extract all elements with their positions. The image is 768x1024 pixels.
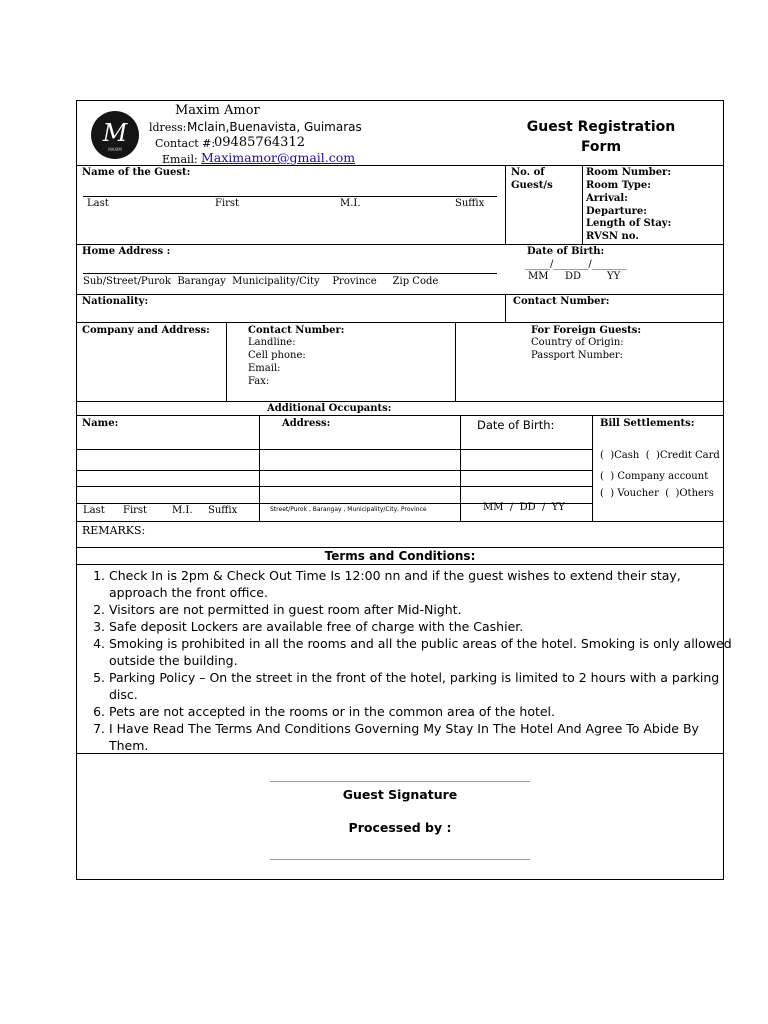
processed-by-line[interactable]: ____________________________________________________ <box>270 849 530 860</box>
no-guests-label-1: No. of <box>511 167 545 178</box>
occupant-row-line <box>77 470 593 471</box>
occupant-dob-caption: MM / DD / YY <box>483 502 565 513</box>
company-email-label: Email: <box>248 363 281 374</box>
remarks-label: REMARKS: <box>82 524 146 537</box>
hotel-address: Mclain,Buenavista, Guimaras <box>187 120 362 134</box>
name-mi-caption: M.I. <box>340 198 361 209</box>
occupant-mi-caption: M.I. <box>172 505 193 516</box>
processed-by-label: Processed by : <box>348 820 452 835</box>
bill-voucher-others-option[interactable]: ( ) Voucher ( )Others <box>600 488 714 499</box>
dob-blank[interactable]: _____/_______/_______ <box>525 259 627 270</box>
bill-cash-credit-option[interactable]: ( )Cash ( )Credit Card <box>600 450 720 461</box>
foreign-guests-label: For Foreign Guests: <box>531 325 642 336</box>
term-item: 5. Parking Policy – On the street in the front of the hotel, parking is limited to 2 hours with a parking disc. <box>109 669 739 703</box>
occupant-row-line <box>77 449 593 450</box>
contact-label: Contact #: <box>155 137 216 150</box>
rvsn-label: RVSN no. <box>586 231 639 242</box>
dob-label: Date of Birth: <box>527 246 605 257</box>
arrival-label: Arrival: <box>586 193 628 204</box>
bill-company-option[interactable]: ( ) Company account <box>600 471 709 482</box>
occupant-dob-label: Date of Birth: <box>477 418 555 432</box>
passport-number-label: Passport Number: <box>531 350 624 361</box>
company-contact-number-label: Contact Number: <box>248 325 345 336</box>
address-subfields-caption: Sub/Street/Purok Barangay Municipality/City Province Zip Code <box>83 276 439 287</box>
occupant-address-label: Address: <box>282 418 331 429</box>
term-item: 3. Safe deposit Lockers are available free of charge with the Cashier. <box>109 618 739 635</box>
home-address-label: Home Address : <box>82 246 171 257</box>
dob-dd: DD <box>565 271 582 282</box>
guest-name-line[interactable] <box>83 196 497 197</box>
occupant-last-caption: Last <box>83 505 105 516</box>
hotel-contact: 09485764312 <box>214 135 305 150</box>
occupant-address-caption: Street/Purok , Barangay , Municipality/City, Province <box>270 506 427 513</box>
length-of-stay-label: Length of Stay: <box>586 218 672 229</box>
company-address-label: Company and Address: <box>82 325 210 336</box>
guest-signature-label: Guest Signature <box>342 787 458 802</box>
guest-name-label: Name of the Guest: <box>82 167 191 178</box>
guest-registration-form <box>76 100 732 880</box>
term-item: 6. Pets are not accepted in the rooms or in the common area of the hotel. <box>109 703 739 720</box>
additional-occupants-title: Additional Occupants: <box>267 403 392 414</box>
no-guests-label-2: Guest/s <box>511 180 553 191</box>
room-number-label: Room Number: <box>586 167 672 178</box>
name-last-caption: Last <box>87 198 109 209</box>
logo-subtitle: MAXIM <box>108 147 122 152</box>
term-item: 7. I Have Read The Terms And Conditions Governing My Stay In The Hotel And Agree To Abide By Them. <box>109 720 739 754</box>
landline-label: Landline: <box>248 337 296 348</box>
hotel-logo <box>91 111 139 159</box>
occupant-first-caption: First <box>123 505 148 516</box>
occupant-name-label: Name: <box>82 418 119 429</box>
country-of-origin-label: Country of Origin: <box>531 337 624 348</box>
hotel-name: Maxim Amor <box>175 103 260 118</box>
contact-number-label: Contact Number: <box>513 296 610 307</box>
dob-yy: YY <box>607 271 621 282</box>
dob-mm: MM <box>528 271 549 282</box>
terms-title: Terms and Conditions: <box>324 549 476 563</box>
name-first-caption: First <box>215 198 240 209</box>
occupant-suffix-caption: Suffix <box>208 505 238 516</box>
name-suffix-caption: Suffix <box>455 198 485 209</box>
cell-phone-label: Cell phone: <box>248 350 306 361</box>
term-item: 2. Visitors are not permitted in guest room after Mid-Night. <box>109 601 739 618</box>
email-label: Email: <box>162 153 198 166</box>
departure-label: Departure: <box>586 206 647 217</box>
term-item: 4. Smoking is prohibited in all the rooms and all the public areas of the hotel. Smoking is only allowed outside the building. <box>109 635 739 669</box>
address-label: ldress: <box>149 121 187 134</box>
form-title-line1: Guest Registration <box>526 119 676 135</box>
hotel-email-link[interactable]: Maximamor@gmail.com <box>201 150 356 165</box>
terms-list <box>85 567 739 754</box>
fax-label: Fax: <box>248 376 270 387</box>
occupant-row-line <box>77 486 593 487</box>
logo-letter: M <box>102 119 128 147</box>
home-address-line[interactable] <box>83 273 497 274</box>
bill-settlements-label: Bill Settlements: <box>600 418 695 429</box>
guest-signature-line[interactable]: ____________________________________________________ <box>270 771 530 782</box>
nationality-label: Nationality: <box>82 296 149 307</box>
term-item: 1. Check In is 2pm & Check Out Time Is 12:00 nn and if the guest wishes to extend their stay, approach the front office. <box>109 567 739 601</box>
room-type-label: Room Type: <box>586 180 651 191</box>
form-title-line2: Form <box>580 139 622 155</box>
